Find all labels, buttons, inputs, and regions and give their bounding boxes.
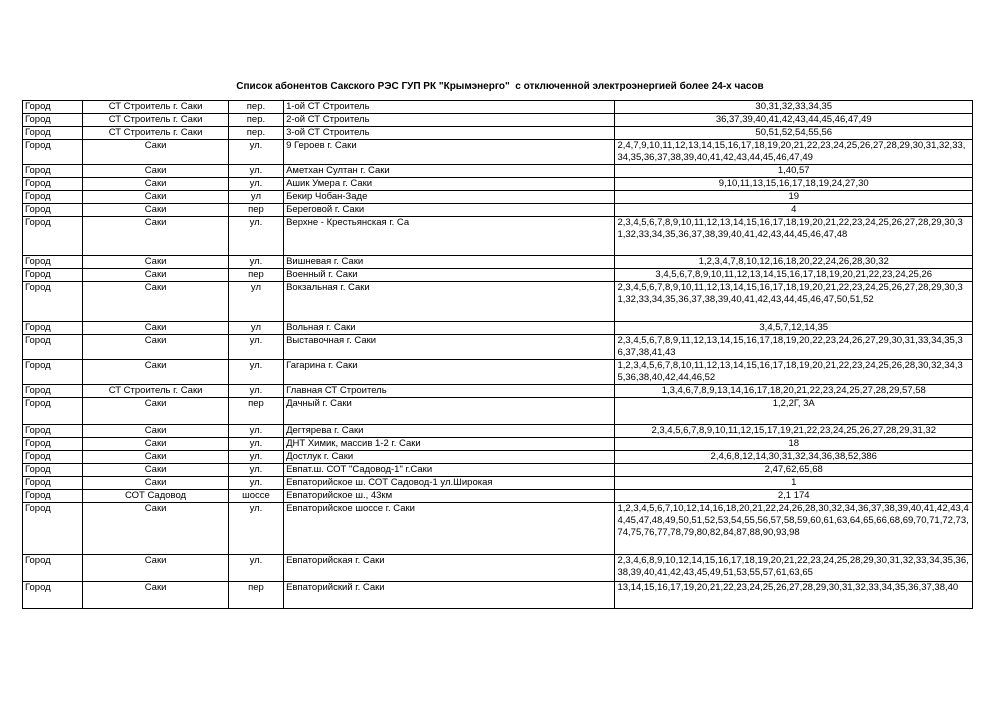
row-street: Достлук г. Саки <box>284 451 615 464</box>
row-houses: 13,14,15,16,17,19,20,21,22,23,24,25,26,27,28,29,30,31,32,33,34,35,36,37,38,40 <box>615 582 973 609</box>
row-type: Город <box>23 477 83 490</box>
row-street: 1-ой СТ Строитель <box>284 101 615 114</box>
row-locality: Саки <box>83 425 229 438</box>
table-row <box>23 425 973 438</box>
row-type: Город <box>23 178 83 191</box>
table-row <box>23 269 973 282</box>
row-locality: Саки <box>83 503 229 555</box>
row-street-kind: ул. <box>228 464 283 477</box>
row-street: Главная СТ Строитель <box>284 385 615 398</box>
row-type: Город <box>23 464 83 477</box>
row-type: Город <box>23 385 83 398</box>
table-row <box>23 282 973 322</box>
table-row <box>23 503 973 555</box>
row-houses: 50,51,52,54,55,56 <box>615 127 973 140</box>
row-type: Город <box>23 127 83 140</box>
row-type: Город <box>23 204 83 217</box>
row-houses: 1,2,3,4,5,6,7,8,10,11,12,13,14,15,16,17,18,19,20,21,22,23,24,25,26,28,30,32,34,35,36,38,40,42,44,46,52 <box>615 360 973 385</box>
row-locality: СОТ Садовод <box>83 490 229 503</box>
row-street-kind: ул <box>228 282 283 322</box>
row-street-kind: ул <box>228 191 283 204</box>
row-houses: 9,10,11,13,15,16,17,18,19,24,27,30 <box>615 178 973 191</box>
row-street: Дегтярева г. Саки <box>284 425 615 438</box>
row-houses: 2,4,6,8,12,14,30,31,32,34,36,38,52,386 <box>615 451 973 464</box>
table-row <box>23 464 973 477</box>
row-street-kind: пер <box>228 398 283 425</box>
row-type: Город <box>23 555 83 582</box>
row-type: Город <box>23 335 83 360</box>
row-houses: 2,3,4,5,6,7,8,9,11,12,13,14,15,16,17,18,19,20,22,23,24,26,27,29,30,31,33,34,35,36,37,38,41,43 <box>615 335 973 360</box>
row-street-kind: ул. <box>228 178 283 191</box>
row-locality: Саки <box>83 464 229 477</box>
row-street-kind: ул. <box>228 360 283 385</box>
row-street: 9 Героев г. Саки <box>284 140 615 165</box>
row-street-kind: ул. <box>228 555 283 582</box>
row-street: Гагарина г. Саки <box>284 360 615 385</box>
row-houses: 1 <box>615 477 973 490</box>
row-street: 2-ой СТ Строитель <box>284 114 615 127</box>
row-street-kind: ул. <box>228 140 283 165</box>
row-type: Город <box>23 425 83 438</box>
row-street-kind: ул. <box>228 217 283 256</box>
row-houses: 2,3,4,5,6,7,8,9,10,11,12,15,17,19,21,22,23,24,25,26,27,28,29,31,32 <box>615 425 973 438</box>
table-row <box>23 178 973 191</box>
row-locality: Саки <box>83 438 229 451</box>
row-street: Евпаторийское ш., 43км <box>284 490 615 503</box>
row-street-kind: ул. <box>228 438 283 451</box>
row-type: Город <box>23 582 83 609</box>
row-locality: Саки <box>83 322 229 335</box>
row-street: Аметхан Султан г. Саки <box>284 165 615 178</box>
row-street: Ашик Умера г. Саки <box>284 178 615 191</box>
row-locality: СТ Строитель г. Саки <box>83 101 229 114</box>
row-houses: 2,1 174 <box>615 490 973 503</box>
row-locality: Саки <box>83 335 229 360</box>
row-houses: 36,37,39,40,41,42,43,44,45,46,47,49 <box>615 114 973 127</box>
row-houses: 2,4,7,9,10,11,12,13,14,15,16,17,18,19,20,21,22,23,24,25,26,27,28,29,30,31,32,33,34,35,36,37,38,39,40,41,42,43,44,45,46,47,49 <box>615 140 973 165</box>
row-street: Евпаторийское ш. СОТ Садовод-1 ул.Широкая <box>284 477 615 490</box>
row-type: Город <box>23 191 83 204</box>
row-street: Выставочная г. Саки <box>284 335 615 360</box>
row-street-kind: ул <box>228 322 283 335</box>
row-street: Вишневая г. Саки <box>284 256 615 269</box>
row-type: Город <box>23 256 83 269</box>
row-type: Город <box>23 360 83 385</box>
row-locality: СТ Строитель г. Саки <box>83 114 229 127</box>
row-street: Вокзальная г. Саки <box>284 282 615 322</box>
table-row <box>23 322 973 335</box>
row-locality: Саки <box>83 165 229 178</box>
table-row <box>23 360 973 385</box>
row-houses: 2,47,62,65,68 <box>615 464 973 477</box>
row-street: Дачный г. Саки <box>284 398 615 425</box>
row-type: Город <box>23 217 83 256</box>
table-row <box>23 217 973 256</box>
table-row <box>23 204 973 217</box>
row-locality: Саки <box>83 282 229 322</box>
row-type: Город <box>23 438 83 451</box>
table-row <box>23 127 973 140</box>
row-type: Город <box>23 490 83 503</box>
row-type: Город <box>23 398 83 425</box>
row-street-kind: пер. <box>228 127 283 140</box>
row-street: Береговой г. Саки <box>284 204 615 217</box>
row-houses: 4 <box>615 204 973 217</box>
row-street-kind: ул. <box>228 425 283 438</box>
row-houses: 30,31,32,33,34,35 <box>615 101 973 114</box>
row-type: Город <box>23 101 83 114</box>
row-street-kind: ул. <box>228 256 283 269</box>
table-row <box>23 490 973 503</box>
row-locality: Саки <box>83 477 229 490</box>
table-row <box>23 114 973 127</box>
row-street: Евпат.ш. СОТ "Садовод-1" г.Саки <box>284 464 615 477</box>
row-houses: 2,3,4,6,8,9,10,12,14,15,16,17,18,19,20,21,22,23,24,25,28,29,30,31,32,33,34,35,36,38,39,40,41,42,43,45,49,51,53,55,57,61,63,65 <box>615 555 973 582</box>
row-locality: СТ Строитель г. Саки <box>83 127 229 140</box>
row-locality: Саки <box>83 191 229 204</box>
row-street-kind: пер <box>228 269 283 282</box>
row-type: Город <box>23 140 83 165</box>
row-street: 3-ой СТ Строитель <box>284 127 615 140</box>
row-street-kind: ул. <box>228 451 283 464</box>
row-street: Евпаторийская г. Саки <box>284 555 615 582</box>
row-locality: Саки <box>83 451 229 464</box>
row-houses: 2,3,4,5,6,7,8,9,10,11,12,13,14,15,16,17,18,19,20,21,22,23,24,25,26,27,28,29,30,31,32,33,34,35,36,37,38,39,40,41,42,43,44,45,46,47,48 <box>615 217 973 256</box>
row-street: Бекир Чобан-Заде <box>284 191 615 204</box>
row-type: Город <box>23 282 83 322</box>
row-type: Город <box>23 451 83 464</box>
row-locality: Саки <box>83 398 229 425</box>
row-locality: Саки <box>83 178 229 191</box>
row-locality: СТ Строитель г. Саки <box>83 385 229 398</box>
row-locality: Саки <box>83 204 229 217</box>
table-row <box>23 101 973 114</box>
table-row <box>23 477 973 490</box>
row-locality: Саки <box>83 217 229 256</box>
row-type: Город <box>23 165 83 178</box>
table-row <box>23 165 973 178</box>
page-title: Список абонентов Сакского РЭС ГУП РК "Крымэнерго" с отключенной электроэнергией более 24-х часов <box>236 81 764 92</box>
table-row <box>23 385 973 398</box>
row-street: Военный г. Саки <box>284 269 615 282</box>
row-type: Город <box>23 322 83 335</box>
table-row <box>23 555 973 582</box>
table-row <box>23 256 973 269</box>
row-locality: Саки <box>83 140 229 165</box>
table-row <box>23 451 973 464</box>
table-row <box>23 398 973 425</box>
table-body <box>23 101 973 609</box>
row-locality: Саки <box>83 269 229 282</box>
subscribers-table <box>22 100 973 609</box>
row-street-kind: пер. <box>228 101 283 114</box>
row-locality: Саки <box>83 256 229 269</box>
row-street-kind: пер. <box>228 114 283 127</box>
table-row <box>23 438 973 451</box>
row-houses: 1,3,4,6,7,8,9,13,14,16,17,18,20,21,22,23,24,25,27,28,29,57,58 <box>615 385 973 398</box>
row-houses: 2,3,4,5,6,7,8,9,10,11,12,13,14,15,16,17,18,19,20,21,22,23,24,25,26,27,28,29,30,31,32,33,34,35,36,37,38,39,40,41,42,43,44,45,46,47,50,51,52 <box>615 282 973 322</box>
row-houses: 1,2,3,4,5,6,7,10,12,14,16,18,20,21,22,24,26,28,30,32,34,36,37,38,39,40,41,42,43,44,45,47,48,49,50,51,52,53,54,55,56,57,58,59,60,61,63,64,65,66,68,69,70,71,72,73,74,75,76,77,78,79,80,82,84,87,88,90,93,98 <box>615 503 973 555</box>
row-street-kind: шоссе <box>228 490 283 503</box>
row-locality: Саки <box>83 582 229 609</box>
table-row <box>23 191 973 204</box>
table-row <box>23 582 973 609</box>
table-row <box>23 335 973 360</box>
row-houses: 1,2,2Г, 3А <box>615 398 973 425</box>
row-type: Город <box>23 114 83 127</box>
row-street-kind: пер <box>228 582 283 609</box>
row-houses: 1,2,3,4,7,8,10,12,16,18,20,22,24,26,28,30,32 <box>615 256 973 269</box>
row-houses: 3,4,5,7,12,14,35 <box>615 322 973 335</box>
row-houses: 1,40,57 <box>615 165 973 178</box>
table-row <box>23 140 973 165</box>
row-street: ДНТ Химик, массив 1-2 г. Саки <box>284 438 615 451</box>
row-street-kind: ул. <box>228 503 283 555</box>
row-street-kind: ул. <box>228 165 283 178</box>
row-locality: Саки <box>83 555 229 582</box>
row-street: Вольная г. Саки <box>284 322 615 335</box>
row-houses: 18 <box>615 438 973 451</box>
row-houses: 19 <box>615 191 973 204</box>
row-locality: Саки <box>83 360 229 385</box>
row-street-kind: ул. <box>228 335 283 360</box>
row-street: Верхне - Крестьянская г. Са <box>284 217 615 256</box>
row-street: Евпаторийский г. Саки <box>284 582 615 609</box>
row-street-kind: ул. <box>228 477 283 490</box>
row-type: Город <box>23 503 83 555</box>
row-type: Город <box>23 269 83 282</box>
row-houses: 3,4,5,6,7,8,9,10,11,12,13,14,15,16,17,18,19,20,21,22,23,24,25,26 <box>615 269 973 282</box>
row-street: Евпаторийское шоссе г. Саки <box>284 503 615 555</box>
row-street-kind: ул. <box>228 385 283 398</box>
row-street-kind: пер <box>228 204 283 217</box>
